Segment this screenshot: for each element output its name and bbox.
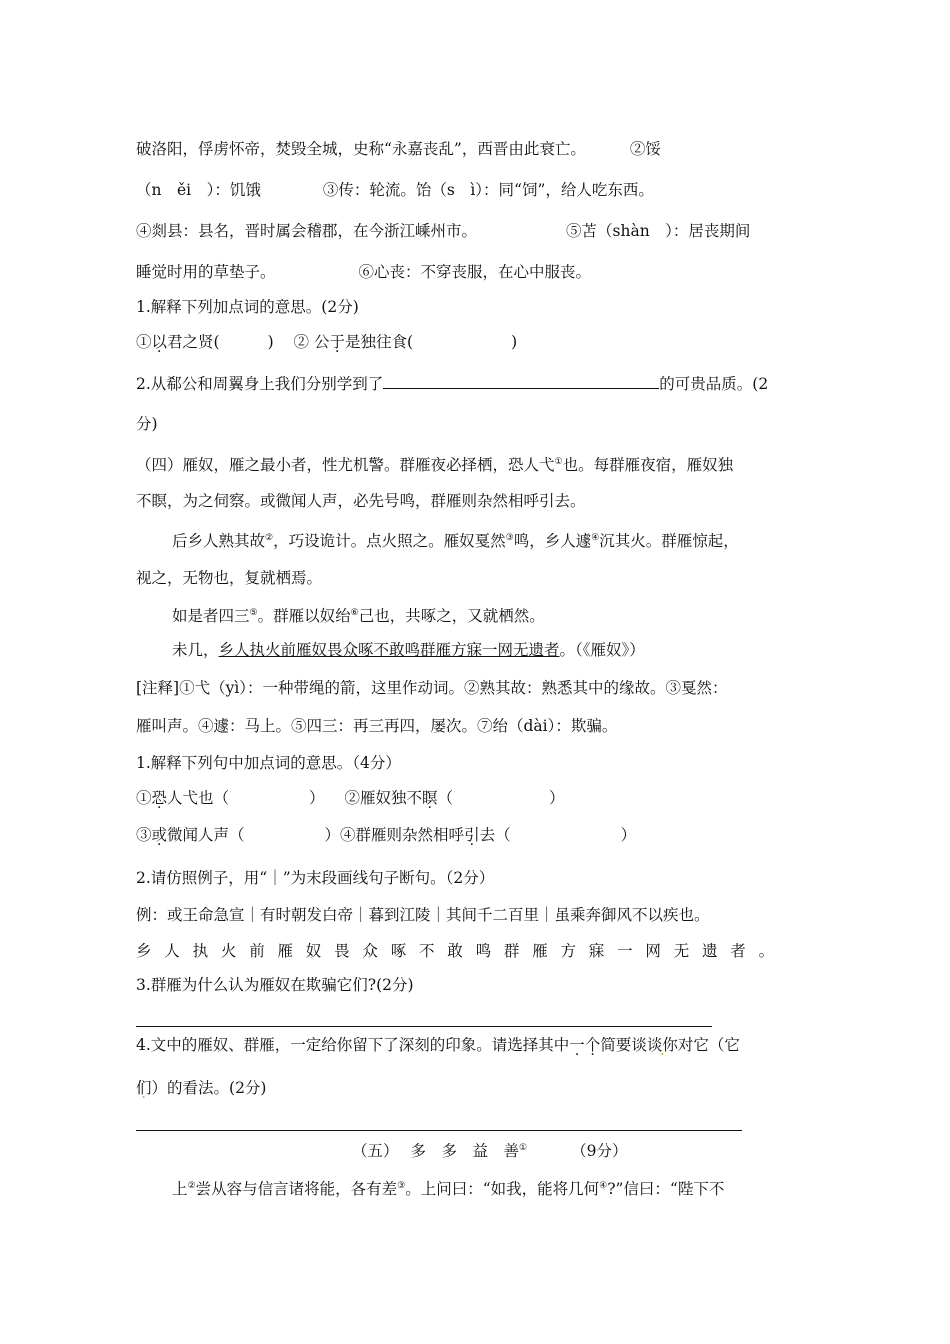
question-4-4: 4.文中的雁奴、群雁，一定给你留下了深刻的印象。请选择其中一个简要谈谈你对它（它 bbox=[136, 1036, 740, 1054]
passage-4-line-1: （四）雁奴，雁之最小者，性尤机警。群雁夜必择栖，恐人弋①也。每群雁夜宿，雁奴独 bbox=[136, 456, 734, 474]
question-2-cont: 分) bbox=[136, 415, 158, 433]
answer-line[interactable] bbox=[136, 1130, 742, 1131]
passage-4-line-2: 不瞑，为之伺察。或微闻人声，必先号鸣，群雁则杂然相呼引去。 bbox=[136, 492, 586, 510]
note-line-4: 睡觉时用的草垫子。 ⑥心丧：不穿丧服，在心中服丧。 bbox=[136, 263, 592, 281]
dotted-char: 恐 bbox=[151, 789, 168, 807]
annotation-line-1: [注释]①弋（yì）：一种带绳的箭，这里作动词。②熟其故：熟悉其中的缘故。③戛然： bbox=[136, 679, 728, 697]
section-5-title: （五） 多 多 益 善① （9分） bbox=[352, 1142, 628, 1160]
passage-4-line-6: 未几，乡人执火前雁奴畏众啄不敢鸣群雁方寐一网无遗者。（《雁奴》） bbox=[172, 641, 645, 659]
question-4-3: 3.群雁为什么认为雁奴在欺骗它们?(2分) bbox=[136, 976, 414, 994]
note-line-3: ④剡县：县名，晋时属会稽郡，在今浙江嵊州市。 ⑤苫（shàn ）：居丧期间 bbox=[136, 222, 751, 240]
question-1-heading: 1.解释下列加点词的意思。(2分) bbox=[136, 298, 359, 316]
underlined-sentence: 乡人执火前雁奴畏众啄不敢鸣群雁方寐一网无遗者 bbox=[218, 641, 560, 659]
dotted-char: 或 bbox=[151, 826, 168, 844]
example-line: 例：或王命急宣｜有时朝发白帝｜暮到江陵｜其间千二百里｜虽乘奔御风不以疾也。 bbox=[136, 906, 710, 924]
note-line-1: 破洛阳，俘虏怀帝，焚毁全城，史称“永嘉丧乱”，西晋由此衰亡。 ②馁 bbox=[136, 140, 661, 158]
question-4-1-items-b: ③或微闻人声（ ）④群雁则杂然相呼引去（ ） bbox=[136, 826, 637, 844]
question-4-1-items-a: ①恐人弋也（ ） ②雁奴独不瞑（ ） bbox=[136, 789, 565, 807]
dotted-char: 于 bbox=[329, 333, 346, 351]
answer-blank[interactable] bbox=[383, 373, 659, 389]
dotted-char: 瞑 bbox=[421, 789, 438, 807]
question-4-1-heading: 1.解释下列句中加点词的意思。（4分） bbox=[136, 754, 401, 772]
question-4-2: 2.请仿照例子，用“｜”为末段画线句子断句。（2分） bbox=[136, 869, 495, 887]
passage-4-line-5: 如是者四三⑤。群雁以奴绐⑥己也，共啄之，又就栖然。 bbox=[172, 607, 545, 625]
note-line-2: （n ěi ）：饥饿 ③传：轮流。饴（s ì）：同“饲”，给人吃东西。 bbox=[136, 181, 654, 199]
question-1-items: ①以君之贤( ) ② 公于是独往食( ) bbox=[136, 333, 518, 351]
sentence-to-segment[interactable]: 乡人执火前雁奴畏众啄不敢鸣群雁方寐一网无遗者。 bbox=[136, 942, 787, 960]
passage-5-line-1: 上②尝从容与信言诸将能，各有差③。上问曰：“如我，能将几何④?”信曰：“陛下不 bbox=[172, 1180, 725, 1198]
dotted-char: 引 bbox=[464, 826, 480, 844]
dotted-char: 一 bbox=[569, 1036, 585, 1054]
dotted-char: 以 bbox=[151, 333, 168, 351]
dotted-char: 个 bbox=[584, 1036, 601, 1054]
passage-4-line-4: 视之，无物也，复就栖焉。 bbox=[136, 569, 323, 587]
question-2: 2.从郗公和周翼身上我们分别学到了 的可贵品质。(2 bbox=[136, 375, 769, 393]
answer-line[interactable] bbox=[136, 1026, 712, 1027]
annotation-line-2: 雁叫声。④遽：马上。⑤四三：再三再四，屡次。⑦绐（dài）：欺骗。 bbox=[136, 717, 618, 735]
passage-4-line-3: 后乡人熟其故②，巧设诡计。点火照之。雁奴戛然③鸣，乡人遽④沉其火。群雁惊起， bbox=[172, 532, 739, 550]
dotted-char: 们 bbox=[136, 1079, 152, 1097]
question-4-4-cont: 们）的看法。(2分) bbox=[136, 1079, 267, 1097]
